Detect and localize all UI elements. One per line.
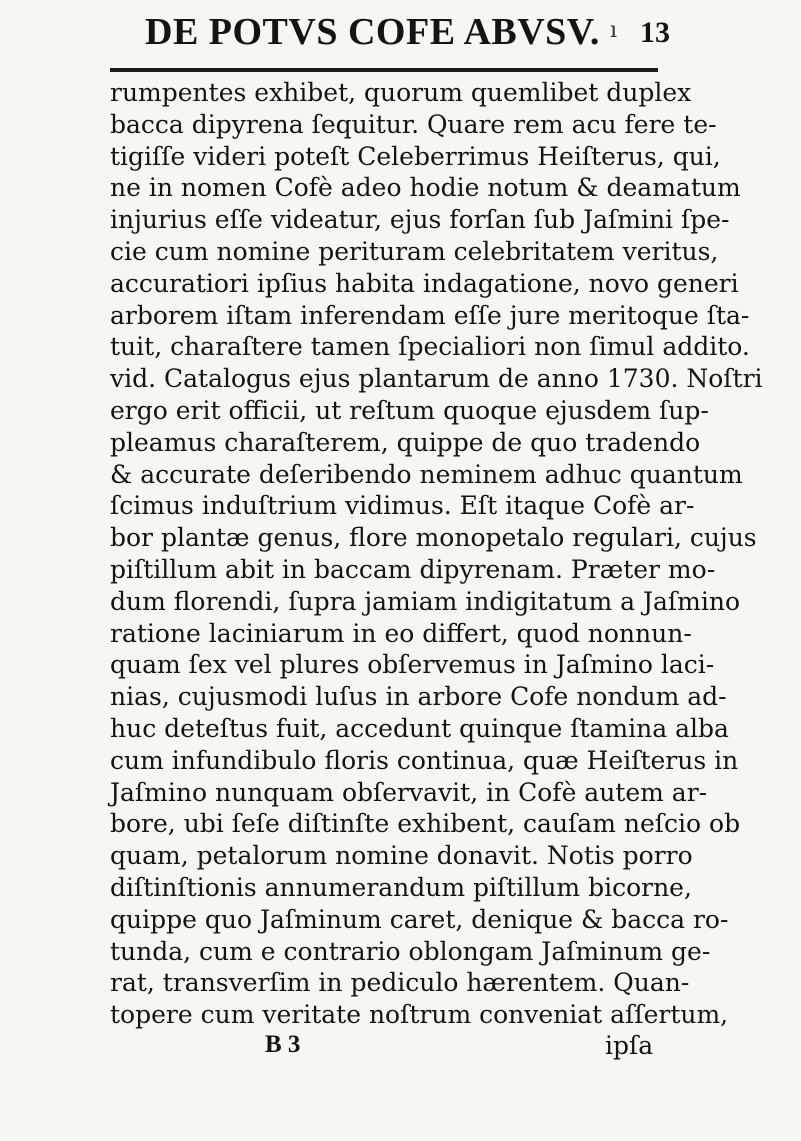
text-line: injurius eſſe videatur, ejus forſan ſub Jaſmini ſpe- [110,205,730,235]
text-line: ſcimus induſtrium vidimus. Eſt itaque Cofè ar- [110,491,695,521]
header-mark: ı [610,18,618,43]
text-line: piſtillum abit in baccam dipyrenam. Præter mo- [110,554,716,584]
text-line: accuratiori ipſius habita indagatione, novo generi [110,268,739,298]
text-line: quippe quo Jaſminum caret, denique & bacca ro- [110,904,729,934]
text-line: huc deteſtus fuit, accedunt quinque ſtamina alba [110,713,729,743]
text-line: pleamus charaſterem, quippe de quo tradendo [110,427,701,457]
text-line: rumpentes exhibet, quorum quemlibet duplex [110,78,692,107]
text-line: tunda, cum e contrario oblongam Jaſminum ge- [110,936,711,966]
text-line: ne in nomen Cofè adeo hodie notum & deamatum [110,173,741,203]
running-title: DE POTVS COFE ABVSV. [145,11,600,53]
text-line: diſtinſtionis annumerandum piſtillum bicorne, [110,872,692,902]
page-footer [110,1031,670,1065]
text-line: bacca dipyrena ſequitur. Quare rem acu fere te- [110,109,717,139]
text-line: rat, transverſim in pediculo hærentem. Quan- [110,968,690,998]
text-line: cie cum nomine perituram celebritatem veritus, [110,236,719,266]
body-text [110,77,763,1031]
text-line: quam, petalorum nomine donavit. Notis porro [110,841,693,871]
header-rule [110,68,658,72]
text-line: topere cum veritate noſtrum conveniat aſſertum, [110,1000,729,1030]
text-line: bore, ubi ſeſe diſtinſte exhibent, cauſam neſcio ob [110,809,741,839]
signature-mark: B 3 [265,1031,301,1058]
text-line: nias, cujusmodi luſus in arbore Cofe nondum ad- [110,682,727,712]
text-line: vid. Catalogus ejus plantarum de anno 1730. Noſtri [110,364,763,394]
text-line: ergo erit officii, ut reſtum quoque ejusdem ſup- [110,395,709,425]
text-line: bor plantæ genus, flore monopetalo regulari, cujus [110,523,757,553]
text-line: Jaſmino nunquam obſervavit, in Cofè autem ar- [110,777,708,807]
text-line: tuit, charaſtere tamen ſpecialiori non ſimul addito. [110,332,750,362]
text-line: dum florendi, ſupra jamiam indigitatum a Jaſmino [110,586,741,616]
page-number: 13 [640,16,670,49]
text-line: & accurate deſeribendo neminem adhuc quantum [110,459,743,489]
catchword: ipſa [605,1031,654,1060]
page-header [0,10,801,56]
text-line: ratione laciniarum in eo differt, quod nonnun- [110,618,692,648]
text-line: tigiſſe videri poteſt Celeberrimus Heiſterus, qui, [110,141,721,171]
text-line: arborem iſtam inferendam eſſe jure meritoque ſta- [110,300,750,330]
text-line: quam ſex vel plures obſervemus in Jaſmino laci- [110,650,715,680]
text-line: cum infundibulo floris continua, quæ Heiſterus in [110,745,739,775]
